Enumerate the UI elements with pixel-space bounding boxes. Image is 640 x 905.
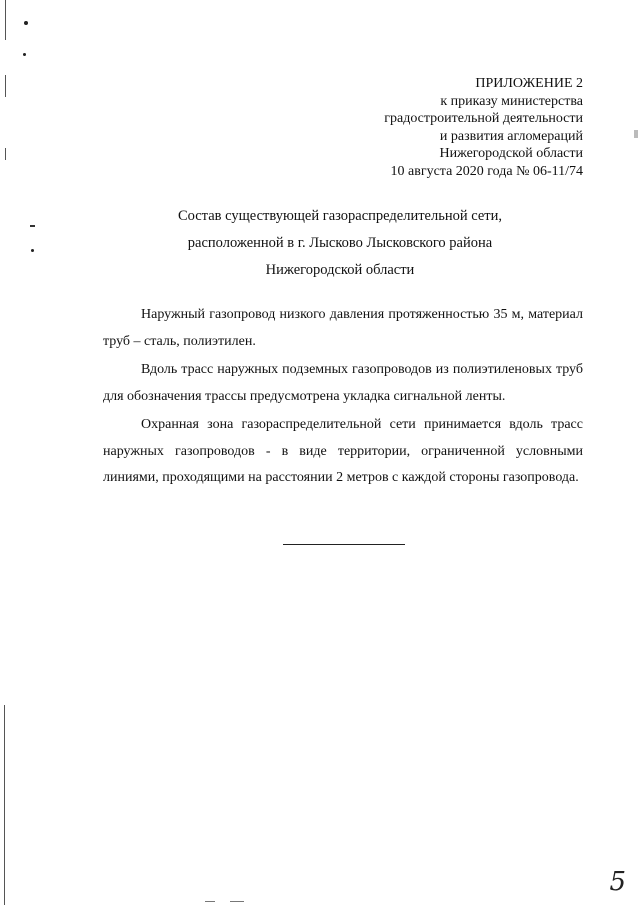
ministry-line-2: и развития агломераций — [439, 128, 583, 144]
paragraph: Охранная зона газораспределительной сети принимается вдоль трасс наружных газопроводов - в виде территории, ограниченной условными линиями, проходящими на расстоянии 2 метров с каждой стороны газопровода. — [103, 417, 583, 485]
scan-edge-line-bottom — [4, 705, 5, 905]
handwritten-page-number: 5 — [609, 867, 626, 897]
appendix-label: ПРИЛОЖЕНИЕ 2 — [475, 76, 583, 91]
paragraph: Вдоль трасс наружных подземных газопроводов из полиэтиленовых труб для обозначения трассы предусмотрена укладка сигнальной ленты. — [103, 362, 583, 404]
title-line-3: Нижегородской области — [265, 262, 415, 278]
scan-speck — [24, 21, 28, 25]
paragraph: Наружный газопровод низкого давления протяженностью 35 м, материал труб – сталь, полиэтилен. — [103, 307, 583, 349]
scan-edge-line-lower — [5, 148, 6, 160]
scan-speck — [230, 901, 244, 902]
document-body — [103, 302, 583, 492]
scan-speck — [23, 53, 26, 56]
scan-speck — [31, 249, 34, 252]
ministry-line-1: градостроительной деятельности — [384, 111, 583, 126]
title-line-2: расположенной в г. Лысково Лысковского района — [187, 235, 493, 251]
region-line: Нижегородской области — [439, 146, 583, 161]
scan-edge-line-top — [5, 0, 6, 40]
end-divider — [283, 544, 405, 545]
scan-speck — [205, 901, 215, 902]
scan-edge-line-mid — [5, 75, 6, 97]
scan-speck — [634, 130, 638, 138]
title-line-1: Состав существующей газораспределительной сети, — [177, 208, 503, 224]
appendix-header — [263, 75, 583, 180]
scan-speck — [30, 225, 35, 227]
order-ref-line: к приказу министерства — [440, 93, 583, 109]
document-title — [100, 203, 580, 284]
order-date-number: 10 августа 2020 года № 06-11/74 — [390, 163, 583, 179]
